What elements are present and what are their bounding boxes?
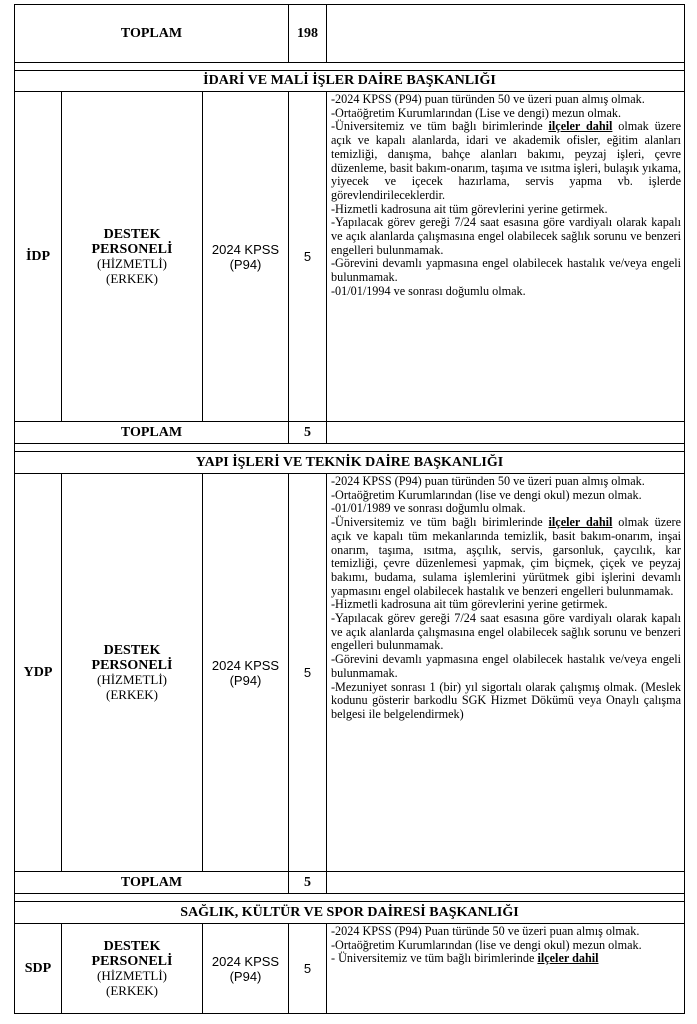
requirements-cell	[327, 92, 685, 422]
positions-table	[14, 4, 685, 1014]
department-title: İDARİ VE MALİ İŞLER DAİRE BAŞKANLIĞI	[15, 71, 685, 92]
exam-cell	[203, 92, 289, 422]
spacer-cell	[15, 63, 685, 71]
position-subtitle: (HİZMETLİ)	[96, 672, 168, 687]
requirement-item: -Hizmetli kadrosuna ait tüm görevlerini yerine getirmek.	[331, 201, 608, 216]
total-label: TOPLAM	[15, 5, 289, 63]
section-total-value: 5	[289, 872, 327, 894]
emphasis-text: ilçeler dahil	[548, 515, 613, 530]
position-row	[15, 92, 685, 422]
position-cell	[62, 924, 203, 1014]
empty-cell	[327, 872, 685, 894]
spacer-row	[15, 894, 685, 902]
exam-name: 2024 KPSS	[211, 657, 280, 673]
requirement-item: -2024 KPSS (P94) puan türünden 50 ve üzeri puan almış olmak.	[331, 92, 645, 106]
position-title: DESTEK PERSONELİ	[91, 939, 173, 969]
section-total-label: TOPLAM	[15, 422, 289, 444]
exam-score-type: (P94)	[229, 672, 262, 688]
exam-cell	[203, 924, 289, 1014]
exam-name: 2024 KPSS	[211, 953, 280, 969]
exam-name: 2024 KPSS	[211, 241, 280, 257]
position-row	[15, 474, 685, 872]
spacer-row	[15, 444, 685, 452]
position-gender: (ERKEK)	[106, 686, 158, 702]
requirement-item: -Görevini devamlı yapmasına engel olabilecek hastalık ve/veya engeli bulunmamak.	[331, 256, 681, 285]
requirement-item: -Ortaöğretim Kurumlarından (Lise ve dengi) mezun olmak.	[331, 105, 622, 120]
empty-cell	[327, 422, 685, 444]
spacer-cell	[15, 444, 685, 452]
section-total-row	[15, 422, 685, 444]
requirement-item: -Üniversitemiz ve tüm bağlı birimlerinde ilçeler dahil olmak üzere açık ve kapalı tüm mekanlarında temizlik, basit bakım-onarım, inşai onarım, taşıma, ısıtma, aşçılık, servis, garsonluk, çaycılık, kar temizliği, çevre düzenlemesi yapmak, çim biçmek, çiçek ve peyzaj bakımı, budama, sulama işlemlerini yürütmek gibi işlerini devamlı yapmasını engel olabilecek hastalık ve benzeri engelleri bulunmamak.	[331, 515, 681, 598]
requirement-item: -Üniversitemiz ve tüm bağlı birimlerinde ilçeler dahil olmak üzere açık ve kapalı alanlarda, idari ve akademik ofisler, eğitim alanları temizliği, danışma, bahçe alanları bakımı, peyzaj işleri, çevre düzenleme, basit bakım-onarım, taşıma ve ısıtma işleri, bulaşık yıkama, yiyecek ve içecek hazırlama, servis yapma vb. işlerde görevlendirileceklerdir.	[331, 119, 681, 202]
requirements-cell	[327, 474, 685, 872]
position-gender: (ERKEK)	[106, 982, 158, 998]
emphasis-text: ilçeler dahil	[537, 951, 599, 966]
requirements-cell	[327, 924, 685, 1014]
requirement-item: -01/01/1989 ve sonrası doğumlu olmak.	[331, 501, 526, 516]
requirement-item: -Yapılacak görev gereği 7/24 saat esasına göre vardiyalı olarak kapalı ve açık alanlarda çalışmasına engel olabilecek sağlık sorunu ve benzeri engelleri bulunmamak.	[331, 215, 681, 257]
requirement-item: -Mezuniyet sonrası 1 (bir) yıl sigortalı olarak çalışmış olmak. (Meslek kodunu gösterir barkodlu SGK Hizmet Dökümü veya Onaylı çalışma belgesi ile belgelendirmek)	[331, 679, 681, 721]
emphasis-text: ilçeler dahil	[548, 119, 613, 134]
position-row	[15, 924, 685, 1014]
section-title-row	[15, 452, 685, 474]
requirement-item: -2024 KPSS (P94) puan türünden 50 ve üzeri puan almış olmak.	[331, 474, 645, 488]
quota-count: 5	[289, 924, 327, 1014]
position-title: DESTEK PERSONELİ	[91, 643, 173, 673]
grand-total-row	[15, 5, 685, 63]
position-cell	[62, 92, 203, 422]
quota-count: 5	[289, 474, 327, 872]
position-code: YDP	[15, 474, 62, 872]
requirement-item: -Ortaöğretim Kurumlarından (lise ve dengi okul) mezun olmak.	[331, 937, 642, 952]
department-title: YAPI İŞLERİ VE TEKNİK DAİRE BAŞKANLIĞI	[15, 452, 685, 474]
position-title: DESTEK PERSONELİ	[91, 227, 173, 257]
position-code: SDP	[15, 924, 62, 1014]
total-value: 198	[289, 5, 327, 63]
spacer-cell	[15, 894, 685, 902]
position-subtitle: (HİZMETLİ)	[96, 968, 168, 983]
section-title-row	[15, 71, 685, 92]
requirement-item: -01/01/1994 ve sonrası doğumlu olmak.	[331, 283, 526, 298]
document-page	[14, 4, 684, 1014]
section-title-row	[15, 902, 685, 924]
exam-cell	[203, 474, 289, 872]
requirement-item: -2024 KPSS (P94) Puan türünde 50 ve üzeri puan almış olmak.	[331, 924, 640, 938]
exam-score-type: (P94)	[229, 256, 262, 272]
quota-count: 5	[289, 92, 327, 422]
requirement-item: -Ortaöğretim Kurumlarından (lise ve dengi okul) mezun olmak.	[331, 487, 642, 502]
position-gender: (ERKEK)	[106, 270, 158, 286]
exam-score-type: (P94)	[229, 968, 262, 984]
position-subtitle: (HİZMETLİ)	[96, 256, 168, 271]
position-cell	[62, 474, 203, 872]
section-total-label: TOPLAM	[15, 872, 289, 894]
empty-cell	[327, 5, 685, 63]
position-code: İDP	[15, 92, 62, 422]
department-title: SAĞLIK, KÜLTÜR VE SPOR DAİRESİ BAŞKANLIĞI	[15, 902, 685, 924]
requirement-item: - Üniversitemiz ve tüm bağlı birimlerinde ilçeler dahil	[331, 951, 599, 966]
requirement-item: -Yapılacak görev gereği 7/24 saat esasına göre vardiyalı olarak kapalı ve açık alanlarda çalışmasına engel olabilecek sağlık sorunu ve benzeri engelleri bulunmamak.	[331, 611, 681, 653]
spacer-row	[15, 63, 685, 71]
requirement-item: -Hizmetli kadrosuna ait tüm görevlerini yerine getirmek.	[331, 597, 608, 612]
section-total-value: 5	[289, 422, 327, 444]
requirement-item: -Görevini devamlı yapmasına engel olabilecek hastalık ve/veya engeli bulunmamak.	[331, 652, 681, 680]
section-total-row	[15, 872, 685, 894]
